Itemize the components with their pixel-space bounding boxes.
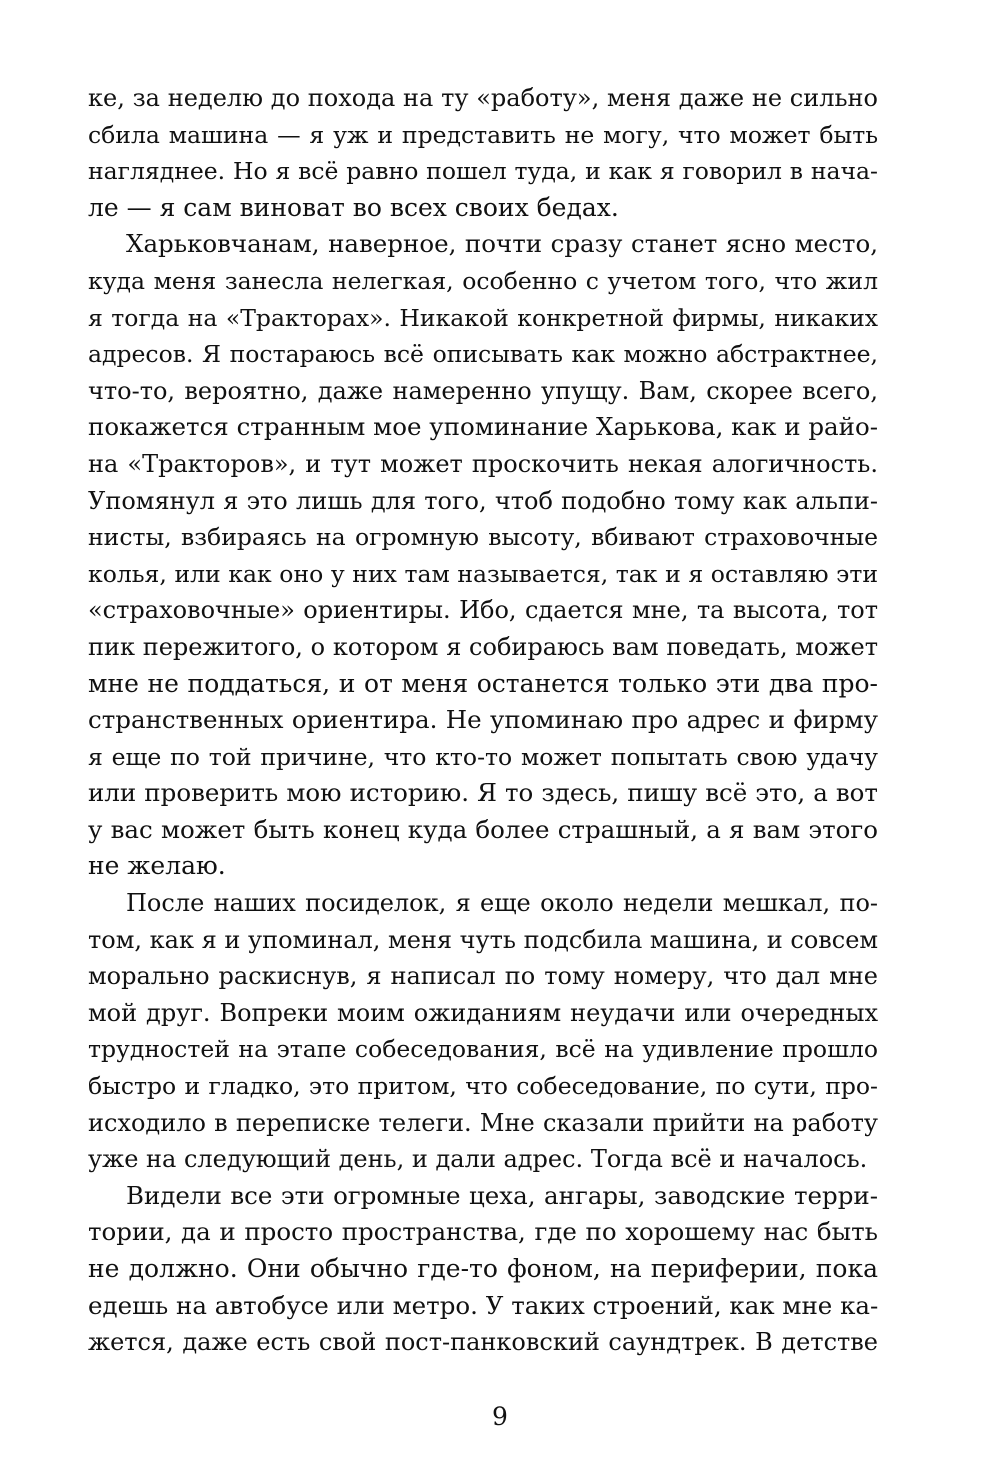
text-line: ке, за неделю до похода на ту «работу», меня даже не сильно [88, 84, 878, 112]
text-line: морально раскиснув, я написал по тому номеру, что дал мне [88, 962, 878, 991]
text-line: После наших посиделок, я еще около недели мешкал, по- [126, 889, 878, 918]
text-line: у вас может быть конец куда более страшный, а я вам этого [88, 814, 878, 844]
text-line: не желаю. [88, 851, 226, 881]
text-line: покажется странным мое упоминание Харькова, как и райо- [88, 412, 878, 442]
text-line: жется, даже есть свой пост-панковский саундтрек. В детстве [88, 1328, 878, 1357]
text-line: ле — я сам виноват во всех своих бедах. [88, 192, 619, 222]
text-line: что-то, вероятно, даже намеренно упущу. Вам, скорее всего, [88, 376, 878, 405]
text-line: трудностей на этапе собеседования, всё на удивление прошло [88, 1035, 878, 1064]
body-text [88, 80, 878, 1361]
text-line: едешь на автобусе или метро. У таких строений, как мне ка- [88, 1290, 879, 1320]
text-line: куда меня занесла нелегкая, особенно с учетом того, что жил [88, 266, 878, 295]
text-line: адресов. Я постараюсь всё описывать как можно абстрактнее, [88, 340, 878, 369]
page-number: 9 [492, 1402, 508, 1431]
text-line: мой друг. Вопреки моим ожиданиям неудачи или очередных [88, 998, 878, 1027]
text-line: я тогда на «Тракторах». Никакой конкретной фирмы, никаких [88, 303, 878, 332]
text-line: тории, да и просто пространства, где по хорошему нас быть [88, 1217, 878, 1247]
text-line: Видели все эти огромные цеха, ангары, заводские терри- [126, 1180, 878, 1210]
text-line: том, как я и упоминал, меня чуть подсбила машина, и совсем [88, 925, 879, 954]
text-line: колья, или как оно у них там называется, так и я оставляю эти [88, 559, 878, 588]
text-line: мне не поддаться, и от меня останется только эти два про- [88, 668, 878, 698]
text-line: Харьковчанам, наверное, почти сразу станет ясно место, [126, 229, 878, 259]
text-line: уже на следующий день, и дали адрес. Тогда всё и началось. [88, 1145, 868, 1174]
text-line: сбила машина — я уж и представить не могу, что может быть [88, 120, 878, 149]
text-line: Упомянул я это лишь для того, чтоб подобно тому как альпи- [88, 486, 878, 515]
text-line: или проверить мою историю. Я то здесь, пишу всё это, а вот [88, 778, 878, 808]
text-line: не должно. Они обычно где-то фоном, на периферии, пока [88, 1254, 878, 1283]
text-line: быстро и гладко, это притом, что собеседование, по сути, про- [88, 1072, 878, 1101]
text-line: нагляднее. Но я всё равно пошел туда, и как я говорил в нача- [88, 157, 878, 186]
text-line: странственных ориентира. Не упоминаю про адрес и фирму [88, 705, 878, 735]
text-line: «страховочные» ориентиры. Ибо, сдается мне, та высота, тот [88, 596, 878, 625]
text-line: на «Тракторов», и тут может проскочить некая алогичность. [88, 449, 878, 478]
text-line: нисты, взбираясь на огромную высоту, вбивают страховочные [88, 523, 878, 552]
text-line: пик пережитого, о котором я собираюсь вам поведать, может [88, 632, 878, 661]
text-line: я еще по той причине, что кто-то может попытать свою удачу [88, 742, 878, 771]
text-line: исходило в переписке телеги. Мне сказали прийти на работу [88, 1108, 878, 1137]
